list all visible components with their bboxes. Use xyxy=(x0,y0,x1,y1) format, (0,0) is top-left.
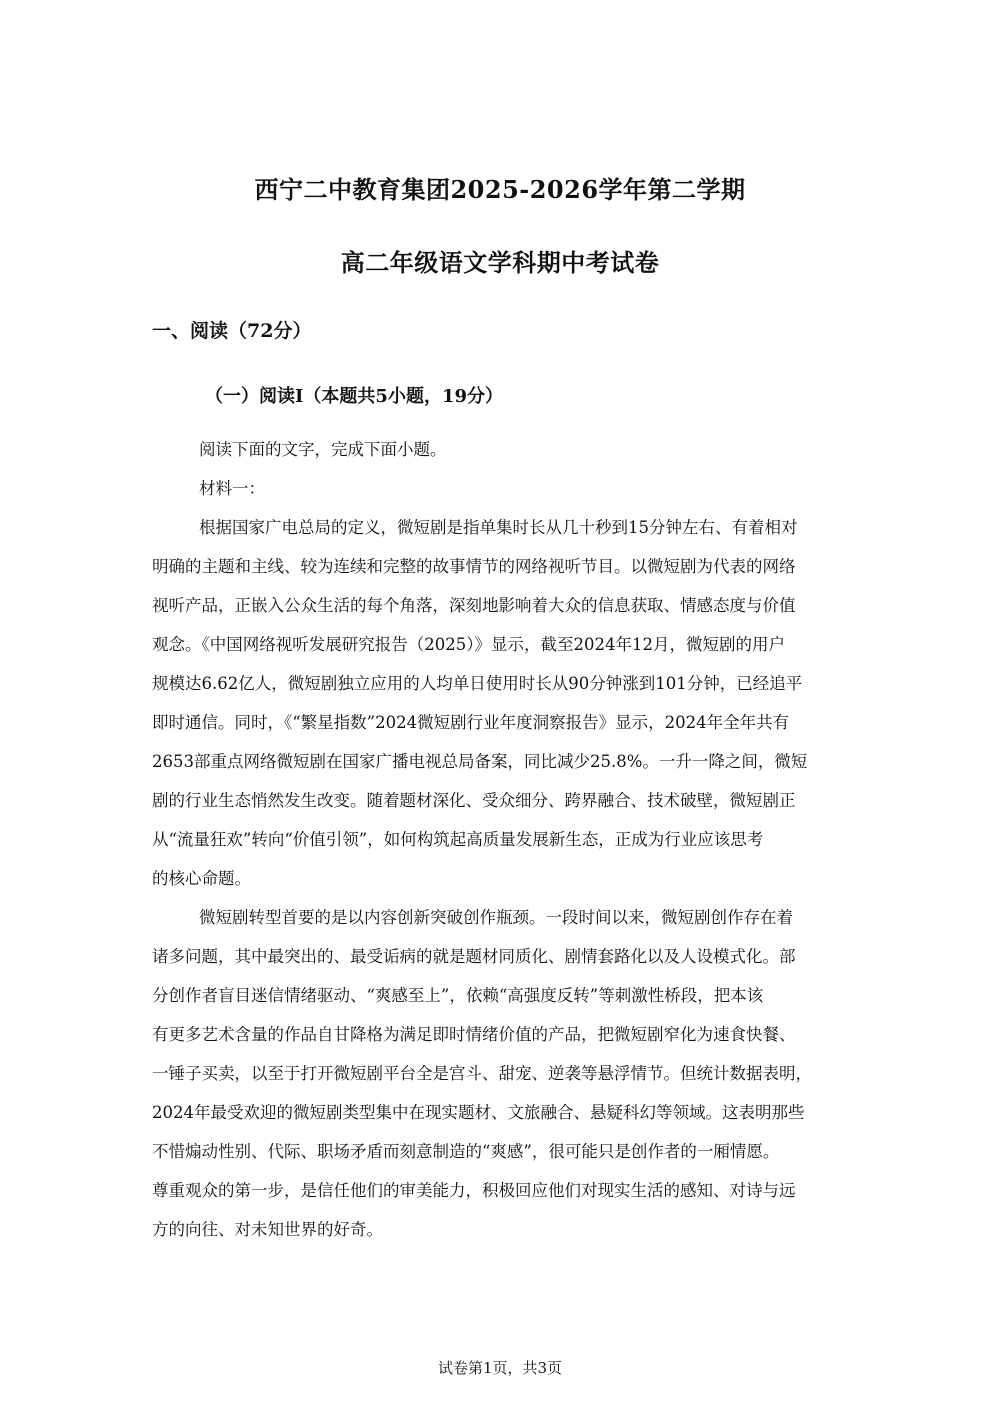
page-footer: 试卷第1页，共3页 xyxy=(437,1359,563,1377)
body-line: 2024年最受欢迎的微短剧类型集中在现实题材、文旅融合、悬疑科幻等领域。这表明那些 xyxy=(152,1103,805,1122)
body-line: 诸多问题，其中最突出的、最受诟病的就是题材同质化、剧情套路化以及人设模式化。部 xyxy=(152,947,796,966)
body-line: 2653部重点网络微短剧在国家广播电视总局备案，同比减少25.8%。一升一降之间，微短 xyxy=(152,752,808,771)
subsection-heading: （一）阅读I（本题共5小题，19分） xyxy=(205,386,503,407)
section-heading: 一、阅读（72分） xyxy=(152,320,312,342)
body-line: 规模达6.62亿人，微短剧独立应用的人均单日使用时长从90分钟涨到101分钟，已经追平 xyxy=(152,674,803,693)
body-line: 分创作者盲目迷信情绪驱动、“爽感至上”，依赖“高强度反转”等刺激性桥段，把本该 xyxy=(152,986,764,1005)
body-line: 即时通信。同时，《“繁星指数”2024微短剧行业年度洞察报告》显示，2024年全年共有 xyxy=(152,713,790,732)
body-line: 方的向往、对未知世界的好奇。 xyxy=(152,1220,383,1239)
body-line: 不惜煽动性别、代际、职场矛盾而刻意制造的“爽感”，很可能只是创作者的一厢情愿。 xyxy=(152,1142,780,1161)
exam-title-line1: 西宁二中教育集团2025-2026学年第二学期 xyxy=(254,175,746,204)
body-line: 尊重观众的第一步，是信任他们的审美能力，积极回应他们对现实生活的感知、对诗与远 xyxy=(152,1181,796,1200)
body-line: 视听产品，正嵌入公众生活的每个角落，深刻地影响着大众的信息获取、情感态度与价值 xyxy=(152,596,796,615)
body-line: 微短剧转型首要的是以内容创新突破创作瓶颈。一段时间以来，微短剧创作存在着 xyxy=(199,908,793,927)
body-line: 一锤子买卖，以至于打开微短剧平台全是宫斗、甜宠、逆袭等悬浮情节。但统计数据表明， xyxy=(152,1064,812,1083)
body-line: 明确的主题和主线、较为连续和完整的故事情节的网络视听节目。以微短剧为代表的网络 xyxy=(152,557,796,576)
exam-title-line2: 高二年级语文学科期中考试卷 xyxy=(340,248,660,277)
instruction-text: 阅读下面的文字，完成下面小题。 xyxy=(199,440,447,459)
body-line: 观念。《中国网络视听发展研究报告（2025）》显示，截至2024年12月，微短剧的用户 xyxy=(152,635,785,654)
material-label: 材料一： xyxy=(199,479,265,498)
body-line: 剧的行业生态悄然发生改变。随着题材深化、受众细分、跨界融合、技术破壁，微短剧正 xyxy=(152,791,796,810)
body-line: 的核心命题。 xyxy=(152,869,251,888)
body-line: 有更多艺术含量的作品自甘降格为满足即时情绪价值的产品，把微短剧窄化为速食快餐、 xyxy=(152,1025,796,1044)
body-line: 根据国家广电总局的定义，微短剧是指单集时长从几十秒到15分钟左右、有着相对 xyxy=(199,518,798,537)
body-line: 从“流量狂欢”转向“价值引领”，如何构筑起高质量发展新生态，正成为行业应该思考 xyxy=(152,830,764,849)
